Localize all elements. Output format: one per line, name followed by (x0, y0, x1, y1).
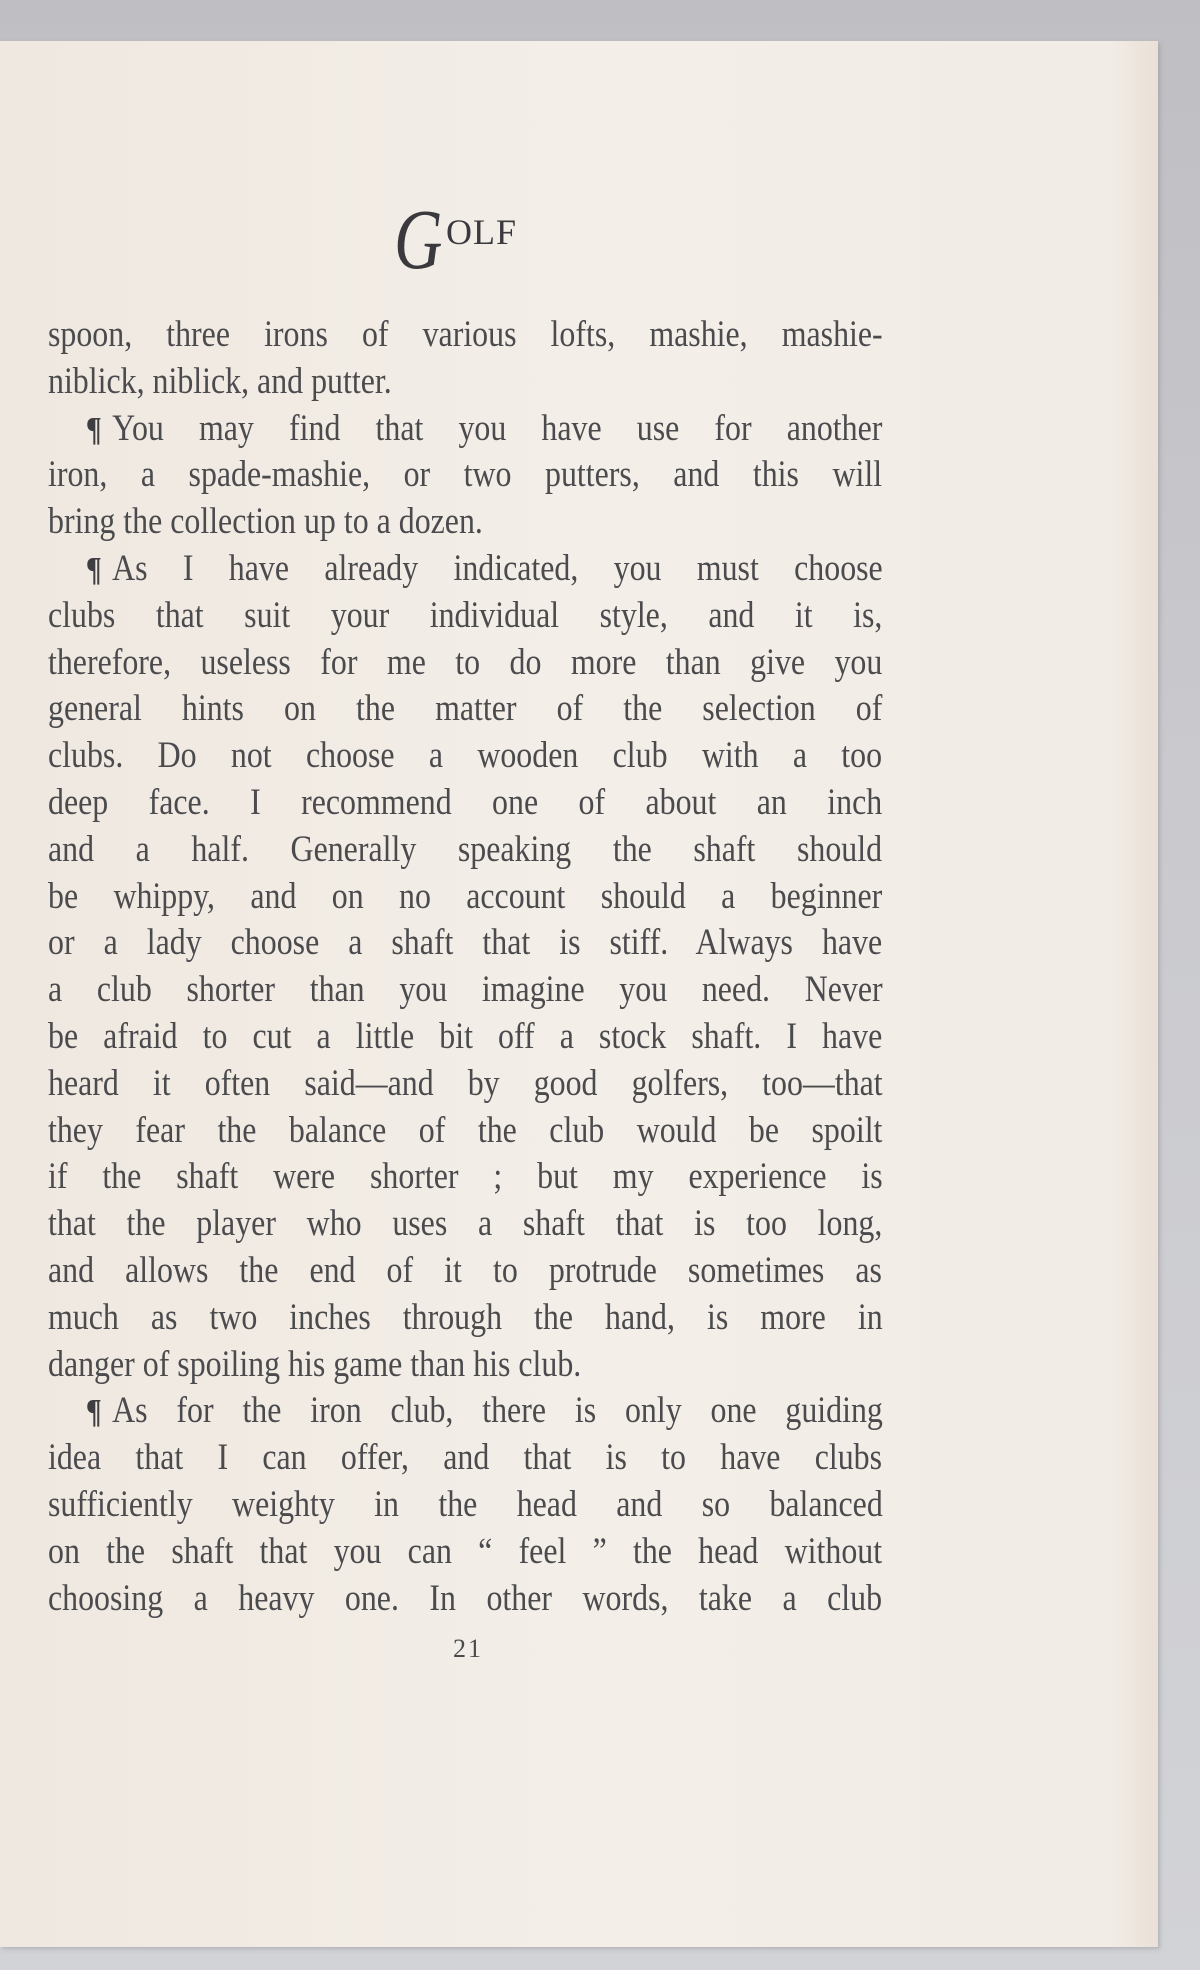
line-text: As I have already indicated, you must choose (112, 548, 883, 589)
line-text: therefore, useless for me to do more than give you (48, 641, 883, 683)
line-text: they fear the balance of the club would be spoilt (48, 1109, 883, 1151)
page-number: 21 (453, 1634, 483, 1663)
text-line (48, 499, 882, 545)
running-head-initial: G (394, 191, 443, 287)
line-text: be whippy, and on no account should a beginner (48, 875, 883, 917)
line-text: on the shaft that you can “ feel ” the head without (48, 1530, 883, 1572)
line-text: sufficiently weighty in the head and so balanced (48, 1484, 883, 1525)
pilcrow-icon: ¶ (85, 410, 102, 448)
text-line (48, 1108, 882, 1154)
line-text: clubs that suit your individual style, and it is, (48, 594, 883, 636)
paragraph-first-line (48, 1388, 882, 1434)
text-line (48, 1576, 882, 1622)
line-text: spoon, three irons of various lofts, mashie, mashie- (48, 314, 883, 355)
text-line (48, 967, 882, 1013)
text-line (48, 1154, 882, 1200)
line-text: deep face. I recommend one of about an inch (48, 782, 883, 823)
text-line (48, 733, 882, 779)
text-line (48, 686, 882, 732)
pilcrow-icon: ¶ (85, 551, 102, 588)
line-text: a club shorter than you imagine you need. Never (48, 969, 883, 1011)
paragraph-first-line (48, 546, 882, 592)
text-line (48, 593, 882, 639)
line-text: bring the collection up to a dozen. (48, 501, 483, 543)
line-text: niblick, niblick, and putter. (48, 360, 392, 402)
line-text: iron, a spade-mashie, or two putters, and this will (48, 454, 883, 496)
line-text: be afraid to cut a little bit off a stock shaft. I have (48, 1016, 883, 1057)
text-line (48, 640, 882, 686)
line-text: As for the iron club, there is only one guiding (112, 1390, 883, 1432)
text-line (48, 1014, 882, 1060)
text-line (48, 1248, 882, 1294)
text-line (48, 452, 882, 498)
pilcrow-icon: ¶ (85, 1393, 102, 1431)
text-line (48, 1295, 882, 1341)
text-line (48, 874, 882, 920)
line-text: and allows the end of it to protrude sometimes as (48, 1250, 882, 1291)
text-line (48, 1529, 882, 1575)
line-text: idea that I can offer, and that is to have clubs (48, 1437, 883, 1479)
line-text: clubs. Do not choose a wooden club with a too (48, 735, 883, 777)
text-line (48, 1342, 882, 1388)
running-head (394, 191, 534, 287)
text-line (48, 920, 882, 966)
text-line (48, 780, 882, 826)
text-line (48, 1061, 882, 1107)
text-line (48, 827, 882, 873)
running-head-rest: OLF (446, 212, 518, 252)
text-line (48, 359, 882, 405)
line-text: if the shaft were shorter ; but my experience is (48, 1156, 883, 1198)
paragraph-first-line (48, 406, 882, 452)
text-line (48, 1201, 882, 1247)
text-line (48, 312, 882, 358)
line-text: much as two inches through the hand, is more in (48, 1296, 883, 1338)
line-text: danger of spoiling his game than his club. (48, 1343, 582, 1385)
line-text: and a half. Generally speaking the shaft should (48, 828, 883, 870)
line-text: choosing a heavy one. In other words, take a club (48, 1577, 883, 1619)
line-text: You may find that you have use for another (112, 407, 883, 449)
text-line (48, 1482, 882, 1528)
line-text: general hints on the matter of the selection of (48, 688, 883, 730)
line-text: that the player who uses a shaft that is too long, (48, 1203, 883, 1245)
line-text: heard it often said—and by good golfers, too—that (48, 1062, 883, 1104)
text-line (48, 1435, 882, 1481)
line-text: or a lady choose a shaft that is stiff. Always have (48, 922, 883, 964)
